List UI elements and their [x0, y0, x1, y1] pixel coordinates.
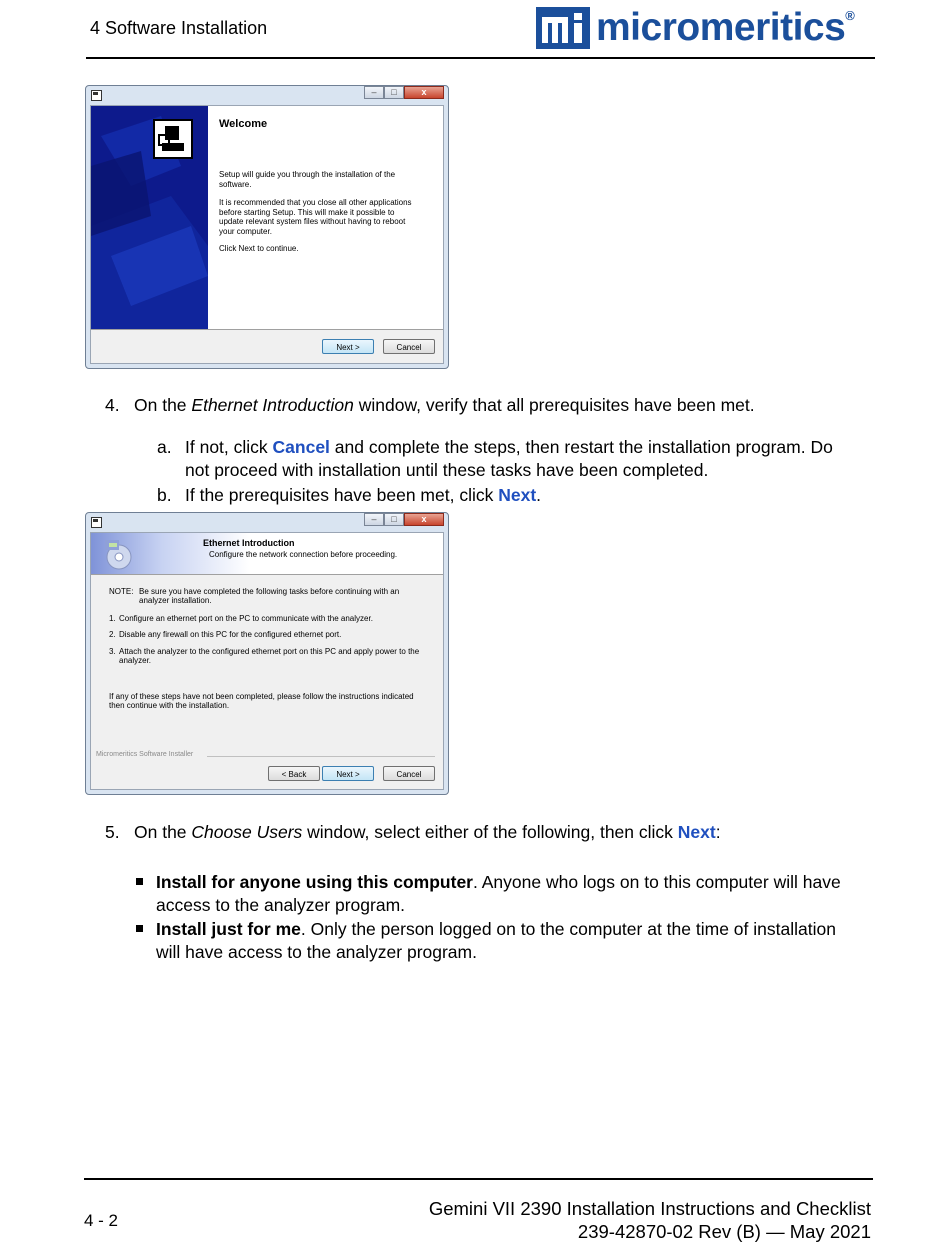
ethernet-cancel-button[interactable]: Cancel — [383, 766, 435, 781]
logo-mark-icon — [536, 7, 590, 49]
ethernet-footer-line-1: If any of these steps have not been completed, please follow the instructions indicated — [109, 692, 414, 701]
doc-revision: 239-42870-02 Rev (B) — May 2021 — [577, 1221, 871, 1242]
page-number: 4 - 2 — [84, 1211, 119, 1230]
installer-group-label: Micromeritics Software Installer — [96, 751, 194, 758]
step-5-text: On the Choose Users window, select either of the following, then click Next: — [134, 822, 721, 842]
footer-rule — [84, 1178, 873, 1180]
welcome-para-1: Setup will guide you through the installation of the software. — [219, 170, 396, 189]
next-action-label: Next — [498, 485, 537, 505]
maximize-button[interactable]: □ — [384, 513, 404, 526]
minimize-button[interactable]: – — [364, 86, 384, 99]
option-me-text-line2: will have access to the analyzer program. — [156, 942, 477, 962]
setup-computer-icon — [153, 119, 193, 159]
note-line-2: analyzer installation. — [139, 596, 212, 605]
option-me-text: Install just for me. Only the person logged on to the computer at the time of installation — [156, 919, 836, 939]
ethernet-subtitle: Configure the network connection before proceeding. — [209, 550, 398, 559]
task-item-number: 1. — [109, 614, 116, 623]
ethernet-dialog — [85, 512, 449, 795]
cancel-action-label: Cancel — [272, 437, 330, 457]
step-5-number: 5. — [105, 822, 120, 842]
next-action-label: Next — [677, 822, 716, 842]
installer-disc-icon — [101, 537, 135, 571]
note-label: NOTE: — [109, 587, 134, 596]
system-menu-icon[interactable] — [91, 90, 102, 101]
task-item-text: Disable any firewall on this PC for the configured ethernet port. — [119, 630, 342, 639]
micromeritics-logo — [536, 6, 854, 50]
step-4a-text: If not, click Cancel and complete the steps, then restart the installation program. Do — [185, 437, 833, 457]
step-4-text: On the Ethernet Introduction window, verify that all prerequisites have been met. — [134, 395, 755, 415]
header-rule — [86, 57, 875, 59]
step-4-number: 4. — [105, 395, 120, 415]
option-anyone-text: Install for anyone using this computer. Anyone who logs on to this computer will have — [156, 872, 841, 892]
system-menu-icon[interactable] — [91, 517, 102, 528]
bullet-marker — [136, 878, 143, 885]
ethernet-next-button[interactable]: Next > — [322, 766, 374, 781]
welcome-para-3: Click Next to continue. — [219, 244, 299, 253]
step-4a-marker: a. — [157, 437, 172, 457]
step-4a-text-line2: not proceed with installation until these tasks have been completed. — [185, 460, 709, 480]
close-button[interactable]: x — [404, 513, 444, 526]
doc-title: Gemini VII 2390 Installation Instructions and Checklist — [428, 1198, 871, 1219]
ethernet-title: Ethernet Introduction — [203, 538, 295, 548]
task-item-text: Attach the analyzer to the configured ethernet port on this PC and apply power to the — [119, 647, 420, 656]
task-item-number: 3. — [109, 647, 116, 656]
close-button[interactable]: x — [404, 86, 444, 99]
logo-text: micromeritics® — [596, 6, 855, 49]
welcome-next-button[interactable]: Next > — [322, 339, 374, 354]
minimize-button[interactable]: – — [364, 513, 384, 526]
task-item-text: Configure an ethernet port on the PC to communicate with the analyzer. — [119, 614, 373, 623]
step-4b-text: If the prerequisites have been met, click Next. — [185, 485, 542, 505]
ethernet-back-button[interactable]: < Back — [268, 766, 320, 781]
section-title: 4 Software Installation — [90, 18, 268, 38]
ethernet-footer-line-2: then continue with the installation. — [109, 701, 230, 710]
note-line-1: Be sure you have completed the following tasks before continuing with an — [139, 587, 400, 596]
option-anyone-text-line2: access to the analyzer program. — [156, 895, 406, 915]
maximize-button[interactable]: □ — [384, 86, 404, 99]
welcome-cancel-button[interactable]: Cancel — [383, 339, 435, 354]
step-4b-marker: b. — [157, 485, 172, 505]
welcome-para-2: It is recommended that you close all other applications before starting Setup. This will make it possible to update relevant system files without having to reboot your computer. — [219, 198, 412, 236]
task-item-number: 2. — [109, 630, 116, 639]
bullet-marker — [136, 925, 143, 932]
task-item-text-line2: analyzer. — [119, 656, 152, 665]
welcome-dialog — [85, 85, 449, 369]
welcome-heading: Welcome — [219, 118, 268, 130]
